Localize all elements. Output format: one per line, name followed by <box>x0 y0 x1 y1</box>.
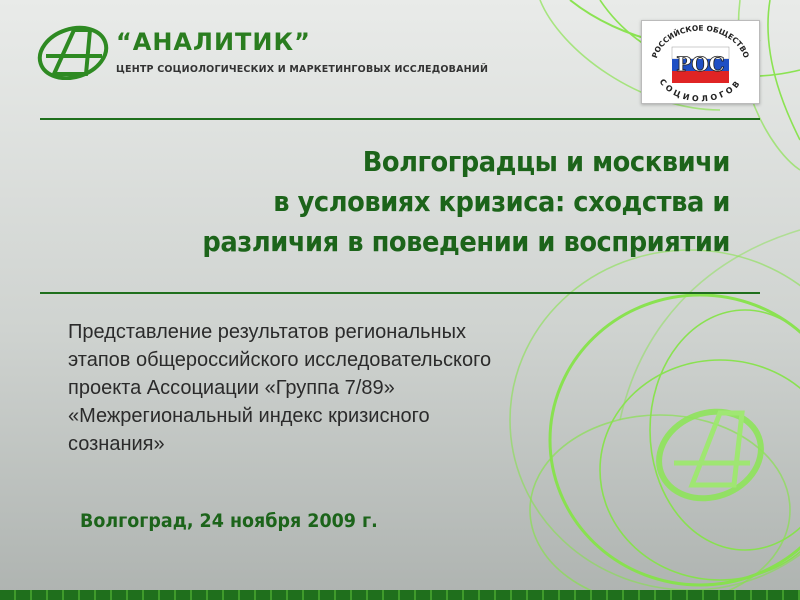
analitik-a-logo-icon <box>36 24 110 80</box>
logo-name: “АНАЛИТИК” <box>116 28 311 56</box>
subtitle-line-5: сознания» <box>68 433 165 455</box>
divider-top <box>40 118 760 120</box>
subtitle-line-4: «Межрегиональный индекс кризисного <box>68 405 430 427</box>
subtitle-line-2: этапов общероссийского исследовательского <box>68 349 492 371</box>
footer-bar <box>0 590 800 600</box>
page-title <box>141 142 730 262</box>
title-line-1: Волгоградцы и москвичи <box>362 145 730 178</box>
badge-top-text: РОССИЙСКОЕ ОБЩЕСТВО <box>650 23 751 60</box>
divider-bottom <box>40 292 760 294</box>
subtitle-line-3: проекта Ассоциации «Группа 7/89» <box>68 377 395 399</box>
subtitle-line-1: Представление результатов региональных <box>68 321 466 343</box>
presentation-subtitle <box>68 318 668 458</box>
logo-subtitle: ЦЕНТР СОЦИОЛОГИЧЕСКИХ И МАРКЕТИНГОВЫХ ИССЛЕДОВАНИЙ <box>116 64 489 75</box>
analitik-logo <box>36 24 506 84</box>
ros-badge <box>641 20 760 104</box>
title-line-2: в условиях кризиса: сходства и <box>273 185 730 218</box>
title-line-3: различия в поведении и восприятии <box>202 225 731 258</box>
badge-center-text: РОС <box>676 52 725 76</box>
badge-bottom-text: СОЦИОЛОГОВ <box>657 77 744 103</box>
event-date: Волгоград, 24 ноября 2009 г. <box>80 510 378 532</box>
ros-emblem-icon <box>642 21 759 103</box>
